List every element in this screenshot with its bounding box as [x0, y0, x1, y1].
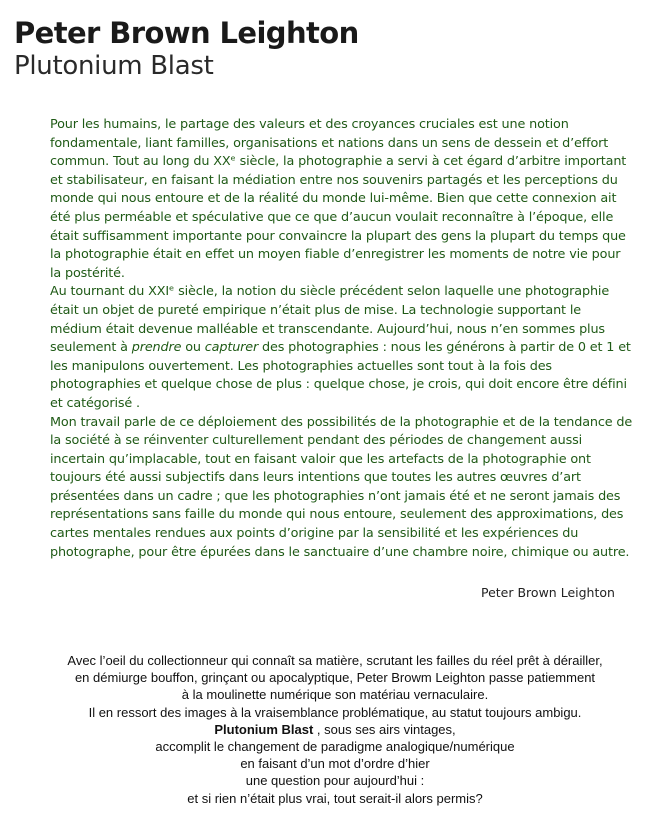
statement-text: Au tournant du XXIᵉ siècle, la notion du siècle précédent selon laquelle une photographie était un objet de pureté empirique n’était plus de mise. La technologie supportant le médium était devenue malléable et transcendante. Aujourd’hui, nous n’en sommes plus seulement à: [50, 284, 610, 356]
page-header: [14, 16, 359, 82]
introduction-text: [30, 652, 640, 807]
intro-line-5-rest: , sous ses airs vintages,: [313, 721, 456, 737]
artist-statement: [50, 116, 634, 562]
intro-line-6: accomplit le changement de paradigme analogique/numérique: [155, 739, 515, 755]
emphasis-capturer: capturer: [204, 340, 259, 356]
intro-line-1: Avec l’oeil du collectionneur qui connaît sa matière, scrutant les failles du réel prêt à dérailler,: [67, 653, 603, 668]
intro-line-9: et si rien n’était plus vrai, tout serait-il alors permis?: [187, 790, 483, 806]
emphasis-prendre: prendre: [131, 340, 182, 356]
intro-line-2: en démiurge bouffon, grinçant ou apocalyptique, Peter Browm Leighton passe patiemment: [74, 670, 596, 686]
intro-line-4: Il en ressort des images à la vraisemblance problématique, au statut toujours ambigu.: [88, 704, 582, 720]
statement-text: ou: [181, 340, 205, 356]
intro-line-8: une question pour aujourd’hui :: [245, 773, 425, 789]
intro-line-7: en faisant d’un mot d’ordre d’hier: [240, 756, 430, 772]
artist-name: Peter Brown Leighton: [14, 16, 359, 50]
intro-line-3: à la moulinette numérique son matériau vernaculaire.: [181, 687, 489, 703]
series-title-bold: Plutonium Blast: [214, 721, 314, 737]
statement-text: des photographies : nous les générons à partir de 0 et 1 et les manipulons ouvertement. Les photographies actuelles sont tout à la fois des photographies et quelque chose de plus : quelque chose, je crois, qui doit encore être défini et catégorisé .: [50, 340, 631, 411]
statement-signature: Peter Brown Leighton: [481, 585, 615, 600]
statement-paragraph-2: [50, 283, 634, 413]
statement-paragraph-1: Pour les humains, le partage des valeurs et des croyances cruciales est une notion fondamentale, liant familles, organisations et nations dans un sens de dessein et d’effort commun. Tout au long du XXᵉ siècle, la photographie a servi à cet égard d’arbitre important et stabilisateur, en faisant la médiation entre nos souvenirs partagés et les perceptions du monde qui nous entoure et de la réalité du monde lui-même. Bien que cette connexion ait été plus perméable et spéculative que ce que d’aucun voulait reconnaître à l’époque, elle était suffisamment importante pour convaincre la plupart des gens la plupart du temps que la photographie était en effet un moyen fiable d’enregistrer les moments de notre vie pour la postérité.: [50, 117, 627, 281]
statement-paragraph-3: Mon travail parle de ce déploiement des possibilités de la photographie et de la tendance de la société à se réinventer culturellement pendant des périodes de changement aussi incertain qu’implacable, tout en faisant valoir que les artefacts de la photographie ont toujours été aussi subjectifs dans leurs intentions que toutes les autres œuvres d’art présentées dans un cadre ; que les photographies n’ont jamais été et ne seront jamais des représentations sans faille du monde qui nous entoure, seulement des approximations, des cartes mentales rendues aux points d’origine par la sensibilité et les expériences du photographe, pour être épurées dans le sanctuaire d’une chambre noire, chimique ou autre.: [50, 414, 633, 560]
intro-line-5: [30, 721, 640, 738]
series-title: Plutonium Blast: [14, 51, 214, 81]
